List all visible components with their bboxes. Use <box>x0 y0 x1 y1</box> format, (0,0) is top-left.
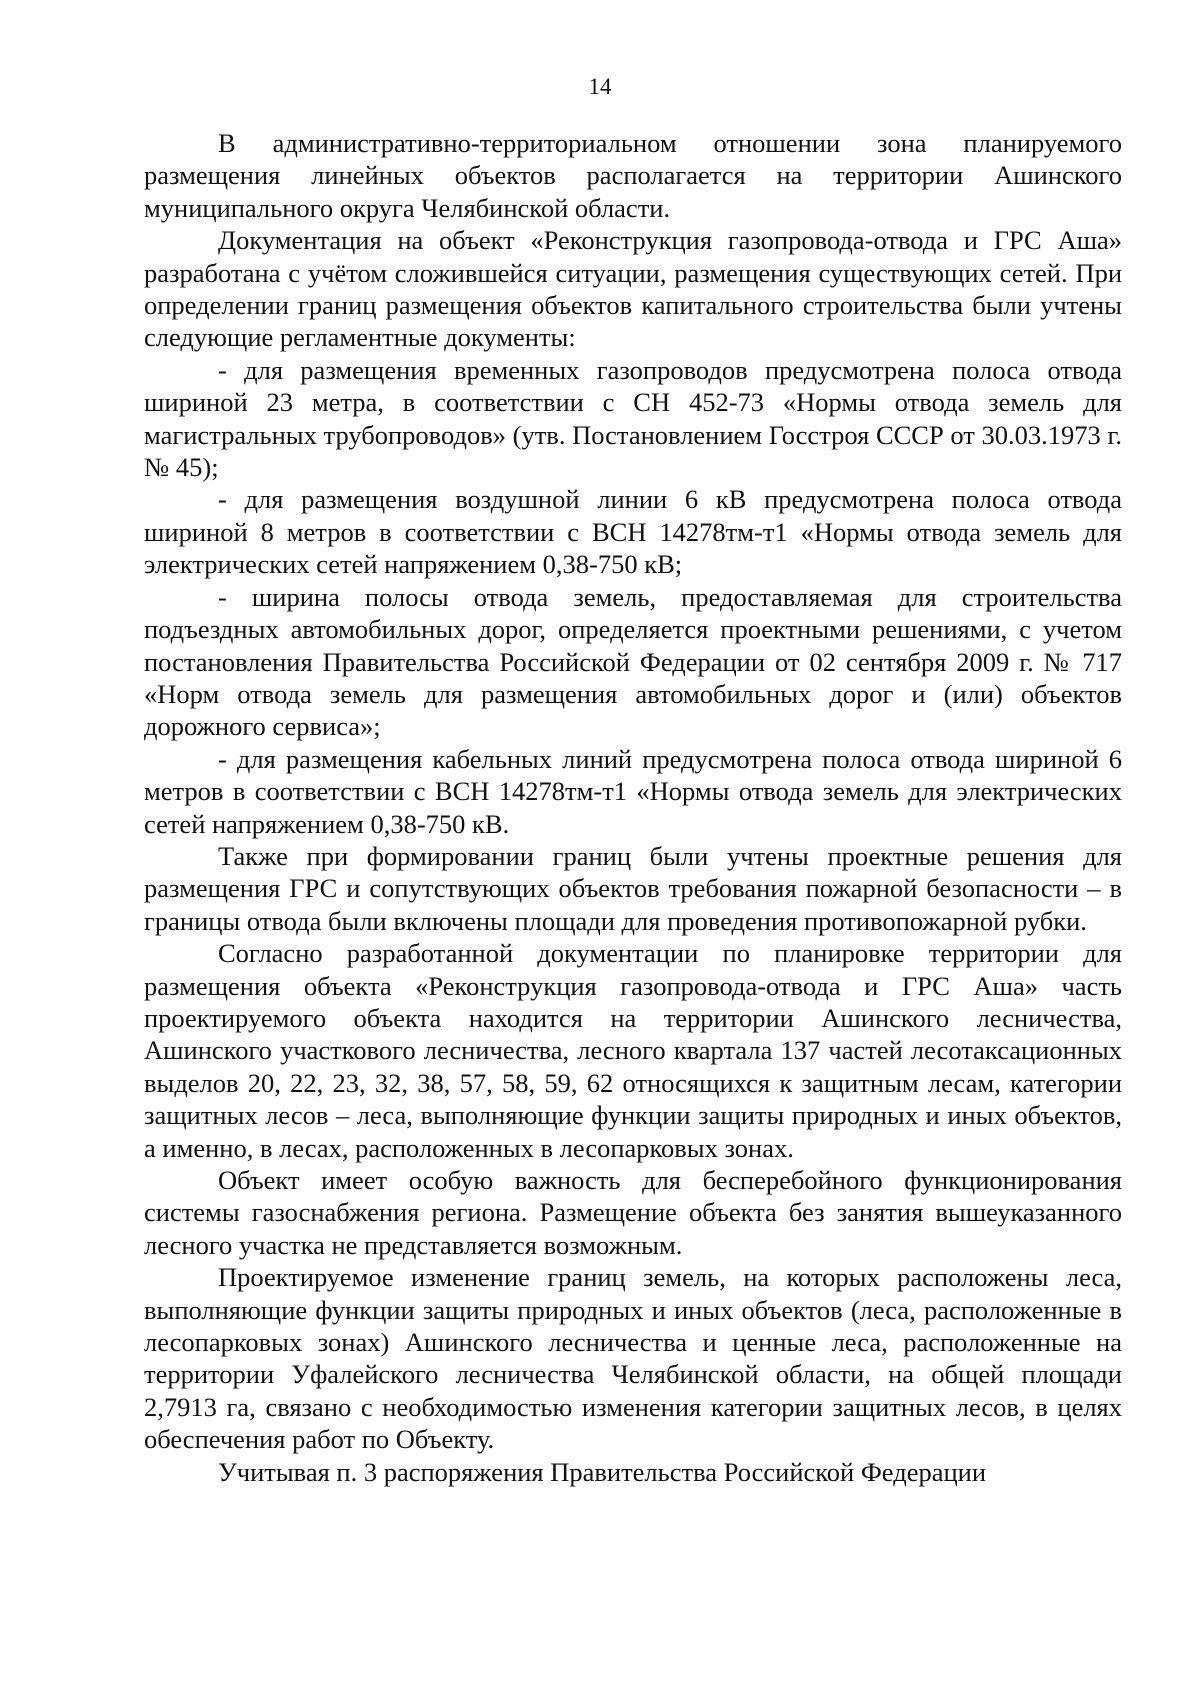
paragraph-documentation: Документация на объект «Реконструкция газопровода-отвода и ГРС Аша» разработана с учётом сложившейся ситуации, размещения существующих сетей. При определении границ размещения объектов капитального строительства были учтены следующие регламентные документы: <box>144 225 1122 353</box>
paragraph-item-cable-lines: - для размещения кабельных линий предусмотрена полоса отвода шириной 6 метров в соответствии с ВСН 14278тм-т1 «Нормы отвода земель для электрических сетей напряжением 0,38-750 кВ. <box>144 743 1122 839</box>
paragraph-territory: В административно-территориальном отношении зона планируемого размещения линейных объектов располагается на территории Ашинского муниципального округа Челябинской области. <box>144 128 1122 223</box>
paragraph-fire-safety: Также при формировании границ были учтены проектные решения для размещения ГРС и сопутствующих объектов требования пожарной безопасности – в границы отвода были включены площади для проведения противопожарной рубки. <box>144 840 1122 936</box>
paragraph-importance: Объект имеет особую важность для бесперебойного функционирования системы газоснабжения региона. Размещение объекта без занятия вышеуказанного лесного участка не представляется возможным. <box>144 1165 1122 1260</box>
paragraph-item-gas-pipelines: - для размещения временных газопроводов предусмотрена полоса отвода шириной 23 метра, в соответствии с СН 452-73 «Нормы отвода земель для магистральных трубопроводов» (утв. Постановлением Госстроя СССР от 30.03.1973 г. № 45); <box>144 354 1122 483</box>
paragraph-boundary-change: Проектируемое изменение границ земель, на которых расположены леса, выполняющие функции защиты природных и иных объектов (леса, расположенные в лесопарковых зонах) Ашинского лесничества и ценные леса, расположенные на территории Уфалейского лесничества Челябинской области, на общей площади 2,7913 га, связано с необходимостью изменения категории защитных лесов, в целях обеспечения работ по Объекту. <box>144 1262 1122 1455</box>
paragraph-item-access-roads: - ширина полосы отвода земель, предоставляемая для строительства подъездных автомобильных дорог, определяется проектными решениями, с учетом постановления Правительства Российской Федерации от 02 сентября 2009 г. № 717 «Норм отвода земель для размещения автомобильных дорог и (или) объектов дорожного сервиса»; <box>144 581 1122 742</box>
paragraph-forest-territory: Согласно разработанной документации по планировке территории для размещения объекта «Реконструкция газопровода-отвода и ГРС Аша» часть проектируемого объекта находится на территории Ашинского лесничества, Ашинского участкового лесничества, лесного квартала 137 частей лесотаксационных выделов 20, 22, 23, 32, 38, 57, 58, 59, 62 относящихся к защитным лесам, категории защитных лесов – леса, выполняющие функции защиты природных и иных объектов, а именно, в лесах, расположенных в лесопарковых зонах. <box>144 938 1122 1163</box>
page-number: 14 <box>588 74 612 99</box>
paragraph-item-overhead-line: - для размещения воздушной линии 6 кВ предусмотрена полоса отвода шириной 8 метров в соответствии с ВСН 14278тм-т1 «Нормы отвода земель для электрических сетей напряжением 0,38-750 кВ; <box>144 484 1122 580</box>
paragraph-government-order: Учитывая п. 3 распоряжения Правительства Российской Федерации <box>218 1456 987 1487</box>
document-body <box>144 127 1122 1488</box>
